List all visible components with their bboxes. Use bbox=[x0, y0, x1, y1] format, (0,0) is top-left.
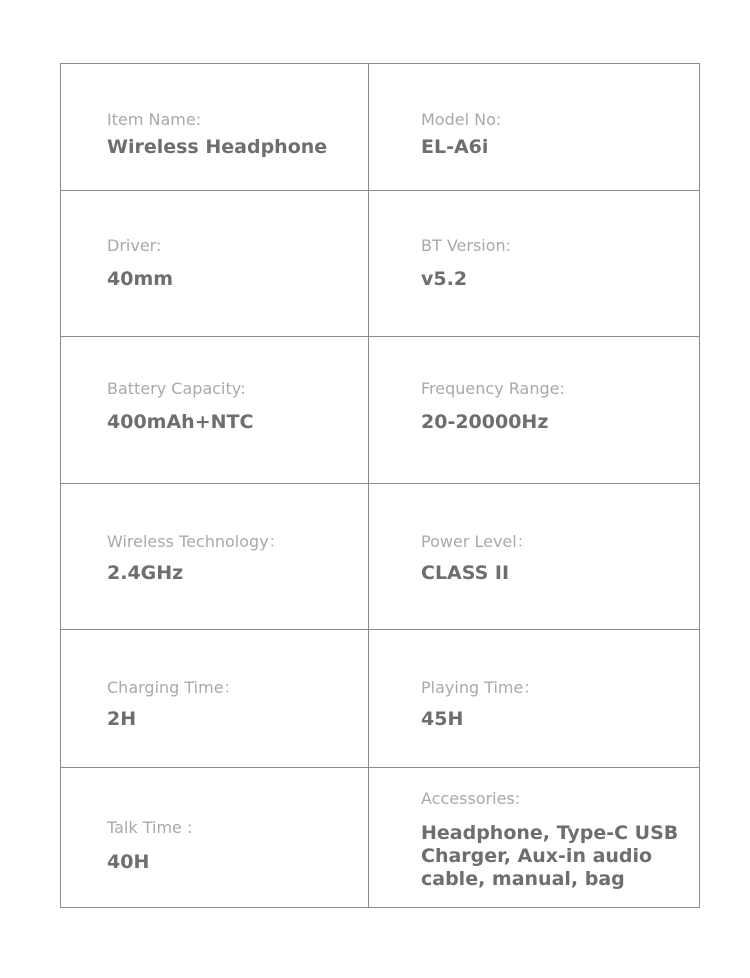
spec-label: Item Name: bbox=[107, 110, 202, 129]
spec-value: Headphone, Type-C USB Charger, Aux-in audio cable, manual, bag bbox=[421, 822, 679, 890]
spec-label: Frequency Range: bbox=[421, 379, 565, 398]
spec-label: Model No: bbox=[421, 110, 502, 129]
spec-cell-bt-version bbox=[369, 191, 699, 336]
spec-row bbox=[61, 191, 699, 337]
spec-table bbox=[60, 63, 700, 908]
spec-label: Power Level： bbox=[421, 532, 533, 551]
spec-value: 400mAh+NTC bbox=[107, 411, 254, 433]
spec-value: 45H bbox=[421, 708, 464, 730]
spec-cell-talk-time bbox=[61, 768, 369, 907]
spec-cell-accessories bbox=[369, 768, 699, 907]
spec-cell-battery-capacity bbox=[61, 337, 369, 483]
spec-value: Wireless Headphone bbox=[107, 136, 328, 158]
spec-cell-frequency-range bbox=[369, 337, 699, 483]
spec-label: BT Version: bbox=[421, 236, 512, 255]
spec-row bbox=[61, 337, 699, 484]
spec-label: Battery Capacity: bbox=[107, 379, 246, 398]
spec-label: Wireless Technology： bbox=[107, 532, 285, 551]
spec-row bbox=[61, 768, 699, 907]
spec-row bbox=[61, 630, 699, 768]
spec-value: 40mm bbox=[107, 268, 174, 290]
spec-row bbox=[61, 64, 699, 191]
spec-value: 20-20000Hz bbox=[421, 411, 549, 433]
spec-value: EL-A6i bbox=[421, 136, 489, 158]
spec-value: 40H bbox=[107, 851, 150, 873]
spec-label: Accessories: bbox=[421, 789, 521, 808]
spec-cell-driver bbox=[61, 191, 369, 336]
spec-label: Talk Time : bbox=[107, 818, 193, 837]
spec-label: Playing Time： bbox=[421, 678, 540, 697]
spec-cell-item-name bbox=[61, 64, 369, 190]
spec-value: CLASS II bbox=[421, 562, 510, 584]
spec-cell-power-level bbox=[369, 484, 699, 629]
spec-value: v5.2 bbox=[421, 268, 468, 290]
spec-label: Driver: bbox=[107, 236, 162, 255]
spec-value: 2H bbox=[107, 708, 137, 730]
spec-cell-wireless-technology bbox=[61, 484, 369, 629]
spec-row bbox=[61, 484, 699, 630]
spec-cell-model-no bbox=[369, 64, 699, 190]
spec-cell-charging-time bbox=[61, 630, 369, 767]
spec-cell-playing-time bbox=[369, 630, 699, 767]
spec-value: 2.4GHz bbox=[107, 562, 184, 584]
spec-label: Charging Time： bbox=[107, 678, 240, 697]
